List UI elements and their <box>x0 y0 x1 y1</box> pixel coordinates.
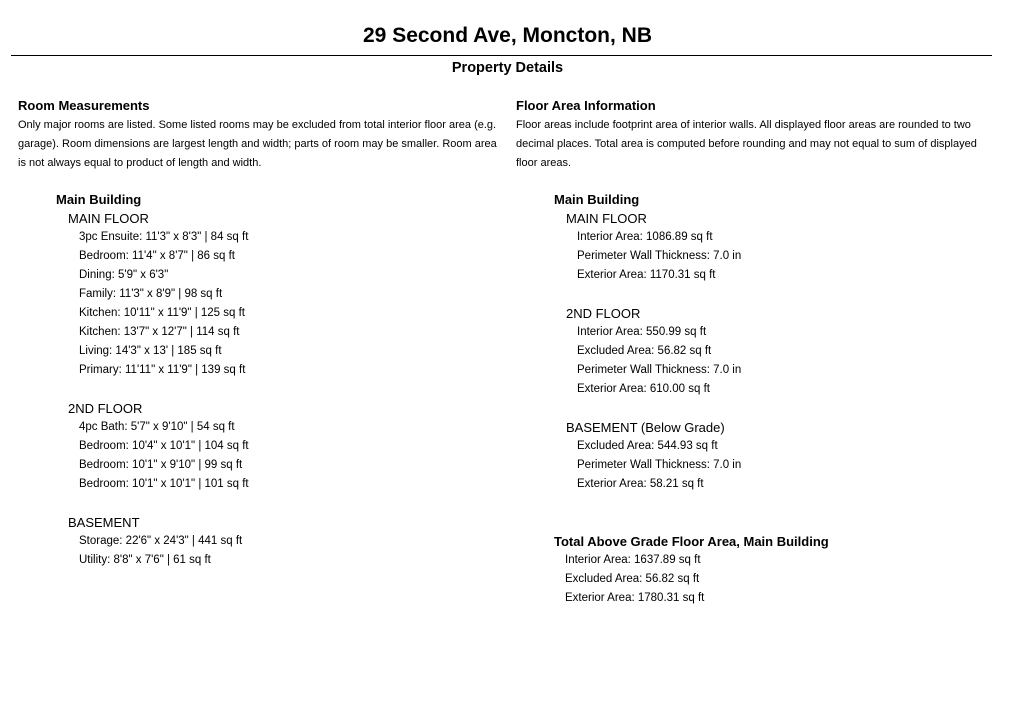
total-area-item: Excluded Area: 56.82 sq ft <box>565 573 700 585</box>
area-item: Interior Area: 1086.89 sq ft <box>577 231 713 243</box>
room-item: Dining: 5'9" x 6'3" <box>79 269 169 281</box>
room-measurements-section <box>18 98 498 570</box>
room-item: Storage: 22'6" x 24'3" | 441 sq ft <box>79 535 243 547</box>
room-item: 4pc Bath: 5'7" x 9'10" | 54 sq ft <box>79 421 235 433</box>
page-subtitle: Property Details <box>451 60 564 76</box>
area-item: Exterior Area: 58.21 sq ft <box>577 478 704 490</box>
room-item: Kitchen: 13'7" x 12'7" | 114 sq ft <box>79 326 240 338</box>
floor-heading: 2ND FLOOR <box>68 401 143 416</box>
area-item: Interior Area: 550.99 sq ft <box>577 326 707 338</box>
area-item: Exterior Area: 610.00 sq ft <box>577 383 710 395</box>
area-block-basement <box>516 418 996 494</box>
room-item: Primary: 11'11" x 11'9" | 139 sq ft <box>79 364 246 376</box>
area-block-main <box>516 209 996 285</box>
floor-heading: 2ND FLOOR <box>566 306 641 321</box>
room-item: Bedroom: 10'1" x 10'1" | 101 sq ft <box>79 478 249 490</box>
title-divider <box>11 55 992 56</box>
total-area-item: Interior Area: 1637.89 sq ft <box>565 554 701 566</box>
floor-area-description: Floor areas include footprint area of interior walls. All displayed floor areas are rounded to two decimal places. Total area is computed before rounding and may not equal to sum of displayed floor areas. <box>516 119 977 169</box>
room-measurements-description: Only major rooms are listed. Some listed rooms may be excluded from total interior floor area (e.g. garage). Room dimensions are largest length and width; parts of room may be smaller. Room area is not always equal to product of length and width. <box>18 119 497 169</box>
room-measurements-heading: Room Measurements <box>18 98 150 113</box>
area-item: Exterior Area: 1170.31 sq ft <box>577 269 716 281</box>
floor-block-basement <box>18 513 498 570</box>
floor-block-main <box>18 209 498 380</box>
area-item: Perimeter Wall Thickness: 7.0 in <box>577 459 742 471</box>
total-area-heading: Total Above Grade Floor Area, Main Building <box>554 534 829 549</box>
floor-area-section <box>516 98 996 608</box>
area-item: Perimeter Wall Thickness: 7.0 in <box>577 364 742 376</box>
page-title: 29 Second Ave, Moncton, NB <box>363 24 652 47</box>
floor-heading: MAIN FLOOR <box>68 211 149 226</box>
area-item: Excluded Area: 544.93 sq ft <box>577 440 718 452</box>
room-item: Bedroom: 10'4" x 10'1" | 104 sq ft <box>79 440 249 452</box>
room-item: Bedroom: 10'1" x 9'10" | 99 sq ft <box>79 459 243 471</box>
floor-area-heading: Floor Area Information <box>516 98 656 113</box>
floor-block-2nd <box>18 399 498 494</box>
area-item: Excluded Area: 56.82 sq ft <box>577 345 712 357</box>
floor-heading: BASEMENT (Below Grade) <box>566 420 725 435</box>
total-area-item: Exterior Area: 1780.31 sq ft <box>565 592 705 604</box>
room-item: Kitchen: 10'11" x 11'9" | 125 sq ft <box>79 307 245 319</box>
floor-heading: MAIN FLOOR <box>566 211 647 226</box>
room-item: Family: 11'3" x 8'9" | 98 sq ft <box>79 288 223 300</box>
floor-area-building: Main Building <box>554 192 640 207</box>
floor-heading: BASEMENT <box>68 515 140 530</box>
room-item: Living: 14'3" x 13' | 185 sq ft <box>79 345 222 357</box>
area-block-2nd <box>516 304 996 399</box>
room-item: Bedroom: 11'4" x 8'7" | 86 sq ft <box>79 250 235 262</box>
area-item: Perimeter Wall Thickness: 7.0 in <box>577 250 742 262</box>
room-item: Utility: 8'8" x 7'6" | 61 sq ft <box>79 554 211 566</box>
room-measurements-building: Main Building <box>56 192 142 207</box>
room-item: 3pc Ensuite: 11'3" x 8'3" | 84 sq ft <box>79 231 249 243</box>
